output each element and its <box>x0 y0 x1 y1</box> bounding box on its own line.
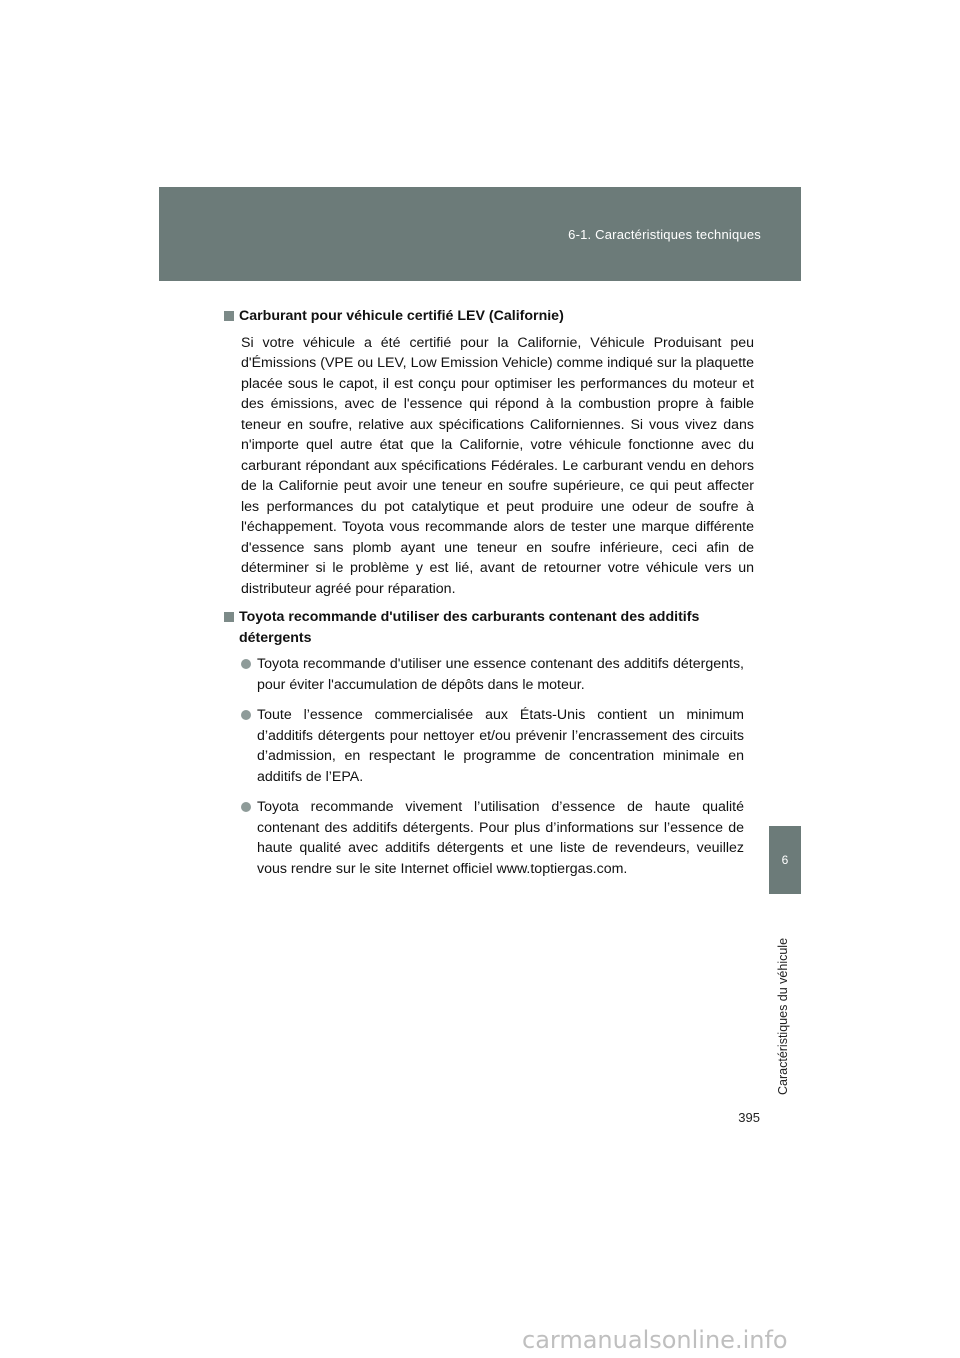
square-bullet-icon <box>224 311 234 321</box>
section-heading-text: Toyota recommande d'utiliser des carburants contenant des additifs détergents <box>239 609 700 646</box>
chapter-side-label <box>776 905 796 1095</box>
list-item-text: Toyota recommande d'utiliser une essence contenant des additifs détergents, pour éviter l'accumulation de dépôts dans le moteur. <box>257 656 744 693</box>
section-heading <box>224 607 754 648</box>
list-item-text: Toyota recommande vivement l’utilisation d’essence de haute qualité contenant des additifs détergents. Pour plus d’informations sur l’essence de haute qualité avec additifs détergents et une liste de revendeurs, veuillez vous rendre sur le site Internet officiel www.toptiergas.com. <box>257 799 744 877</box>
section-heading-text: Carburant pour véhicule certifié LEV (Californie) <box>239 308 564 324</box>
section-heading <box>224 306 754 327</box>
chapter-label-text: Caractéristiques du véhicule <box>776 937 790 1095</box>
page-content <box>224 306 754 889</box>
circle-bullet-icon <box>241 802 251 812</box>
list-item <box>241 797 744 879</box>
list-item <box>241 705 744 787</box>
header-band <box>159 187 801 281</box>
watermark: carmanualsonline.info <box>522 1326 788 1354</box>
section-title: 6-1. Caractéristiques techniques <box>568 227 761 242</box>
square-bullet-icon <box>224 612 234 622</box>
chapter-number: 6 <box>781 853 789 867</box>
circle-bullet-icon <box>241 659 251 669</box>
list-item-text: Toute l’essence commercialisée aux États-Unis contient un minimum d’additifs détergents pour nettoyer et/ou prévenir l’encrassement des circuits d’admission, en respectant le programme de concentration minimale en additifs de l’EPA. <box>257 707 744 785</box>
page-number: 395 <box>738 1110 760 1125</box>
chapter-tab[interactable] <box>769 826 801 894</box>
circle-bullet-icon <box>241 710 251 720</box>
list-item <box>241 654 744 695</box>
section-paragraph: Si votre véhicule a été certifié pour la Californie, Véhicule Produisant peu d'Émissions (VPE ou LEV, Low Emission Vehicle) comme indiqué sur la plaquette placée sous le capot, il est conçu pour optimiser les performances du moteur et des émissions, avec de l'essence qui répond à la combustion propre à faible teneur en soufre, relative aux spécifications Californiennes. Si vous vivez dans n'importe quel autre état que la Californie, votre véhicule fonctionne avec du carburant répondant aux spécifications Fédérales. Le carburant vendu en dehors de la Californie peut avoir une teneur en soufre supérieure, ce qui peut affecter les performances du pot catalytique et peut produire une odeur de soufre à l'échappement. Toyota vous recommande alors de tester une marque différente d'essence sans plomb ayant une teneur en soufre inférieure, ceci afin de déterminer si le problème y est lié, avant de retourner votre véhicule vers un distributeur agréé pour réparation. <box>241 334 754 597</box>
